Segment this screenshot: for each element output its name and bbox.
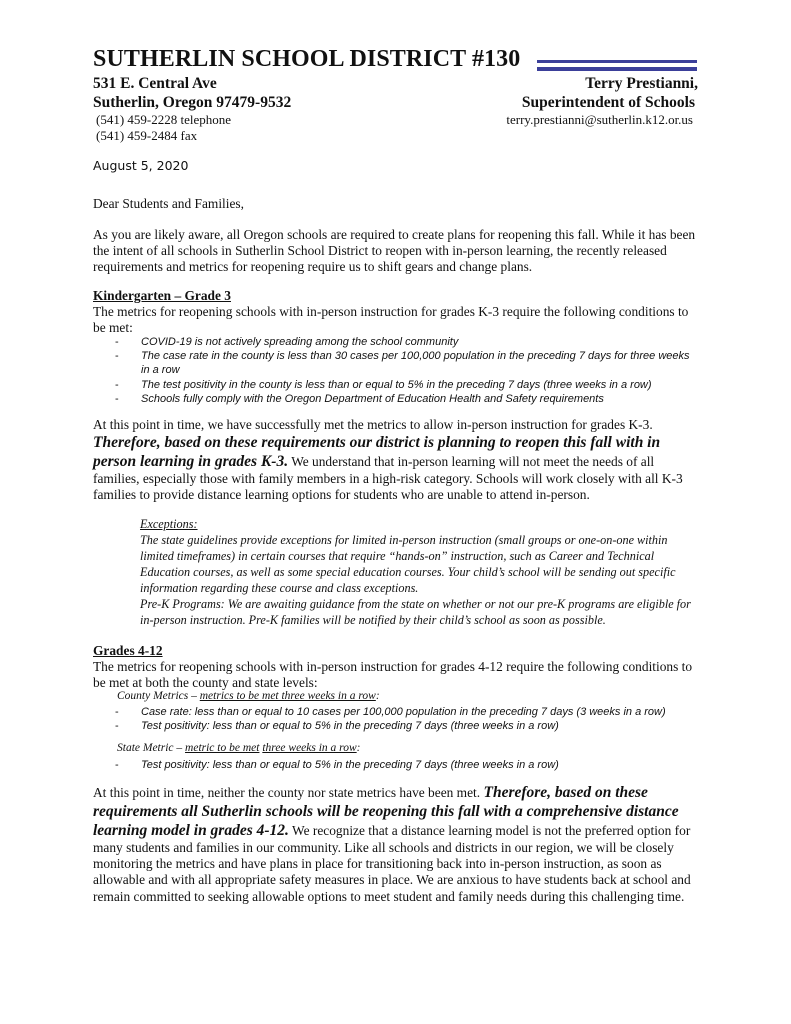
g412-heading: Grades 4-12 [93, 643, 163, 658]
g412-lead: The metrics for reopening schools with in-person instruction for grades 4-12 require the following conditions to be met at both the county and state levels: [93, 659, 693, 691]
list-item: - Case rate: less than or equal to 10 cases per 100,000 population in the preceding 7 days (3 weeks in a row) [115, 706, 666, 718]
header-rule-thick [537, 67, 697, 71]
exceptions-text: The state guidelines provide exceptions for limited in-person instruction (small groups or one-on-one within limited timeframes) in certain courses that require “hands-on” instruction, such as Career and Technical Education courses, as well as some special education courses. Your child’s school will be sending out specific information regarding these course and class exceptions. [140, 533, 676, 595]
k3-decision: Therefore, based on these requirements our district is planning to reopen this fall with in person learning in grades K-3. [93, 434, 661, 471]
g412-section [93, 643, 699, 692]
g412-followup: We recognize that a distance learning model is not the preferred option for many students and families in our community. Like all schools and districts in our region, we will be closely monitoring the metrics and have plans in place for transitioning back into in-person instruction, as soon as allowable and with all appropriate safety measures in place. We are anxious to have students back at school and remain committed to seeking allowable options to meet student and family needs during this challenging time. [93, 823, 691, 904]
bullet-dash: - [115, 720, 119, 733]
k3-lead: The metrics for reopening schools with in-person instruction for grades K-3 require the following conditions to be met: [93, 304, 689, 336]
county-metrics-list [115, 705, 695, 733]
state-metrics-list [115, 758, 695, 772]
bullet-dash: - [115, 706, 119, 718]
k3-conditions-list [115, 335, 695, 406]
bullet-dash: - [115, 759, 119, 771]
county-metrics-label: County Metrics – metrics to be met three weeks in a row: [117, 690, 380, 702]
prek-text: Pre-K Programs: We are awaiting guidance from the state on whether or not our pre-K programs are eligible for in-person instruction. Pre-K families will be notified by their child’s school as soon as possible. [140, 597, 691, 627]
district-name: SUTHERLIN SCHOOL DISTRICT #130 [93, 46, 521, 72]
superintendent-email[interactable]: terry.prestianni@sutherlin.k12.or.us [506, 112, 693, 127]
bullet-dash: - [115, 392, 119, 405]
exceptions-heading: Exceptions: [140, 517, 198, 531]
bullet-dash: - [115, 336, 119, 348]
address-line2: Sutherlin, Oregon 97479-9532 [93, 94, 292, 111]
bullet-dash: - [115, 350, 119, 363]
telephone: (541) 459-2228 telephone [96, 112, 232, 127]
list-item: - Schools fully comply with the Oregon Department of Education Health and Safety requirements [115, 392, 604, 405]
k3-followup: We understand that in-person learning will not meet the needs of all families, especially those with family members in a high-risk category. Schools will work closely with all K-3 families to provide distance learning options for students who are unable to attend in-person. [93, 454, 683, 503]
intro-paragraph: As you are likely aware, all Oregon schools are required to create plans for reopening this fall. While it has been the intent of all schools in Sutherlin School District to reopen with in-person learning, the recently released requirements and metrics for reopening require us to shift gears and change plans. [93, 227, 696, 275]
g412-decision-paragraph [93, 783, 699, 905]
exceptions-block [140, 516, 700, 628]
salutation: Dear Students and Families, [93, 196, 244, 211]
state-metric-label: State Metric – metric to be met three weeks in a row: [117, 742, 361, 754]
header-rule-thin [537, 60, 697, 63]
k3-section [93, 288, 699, 337]
list-item: - Test positivity: less than or equal to 5% in the preceding 7 days (three weeks in a row) [115, 720, 559, 733]
k3-status: At this point in time, we have successfully met the metrics to allow in-person instruction for grades K-3. [93, 417, 653, 432]
list-item: - The case rate in the county is less than 30 cases per 100,000 population in the preceding 7 days for three weeks in a row [115, 350, 690, 377]
list-item: - Test positivity: less than or equal to 5% in the preceding 7 days (three weeks in a row) [115, 759, 559, 771]
superintendent-title: Superintendent of Schools [521, 94, 695, 111]
fax: (541) 459-2484 fax [96, 128, 198, 143]
list-item: - COVID-19 is not actively spreading among the school community [115, 336, 459, 348]
k3-decision-paragraph [93, 417, 699, 504]
g412-decision: Therefore, based on these requirements all Sutherlin schools will be reopening this fall with a comprehensive distance learning model in grades 4-12. [93, 784, 679, 839]
superintendent-name: Terry Prestianni, [585, 75, 698, 92]
g412-status: At this point in time, neither the county nor state metrics have been met. [93, 785, 481, 800]
address-line1: 531 E. Central Ave [93, 75, 217, 92]
bullet-dash: - [115, 378, 119, 391]
letter-date: August 5, 2020 [93, 158, 189, 173]
k3-heading: Kindergarten – Grade 3 [93, 288, 231, 303]
list-item: - The test positivity in the county is less than or equal to 5% in the preceding 7 days (three weeks in a row) [115, 378, 652, 391]
